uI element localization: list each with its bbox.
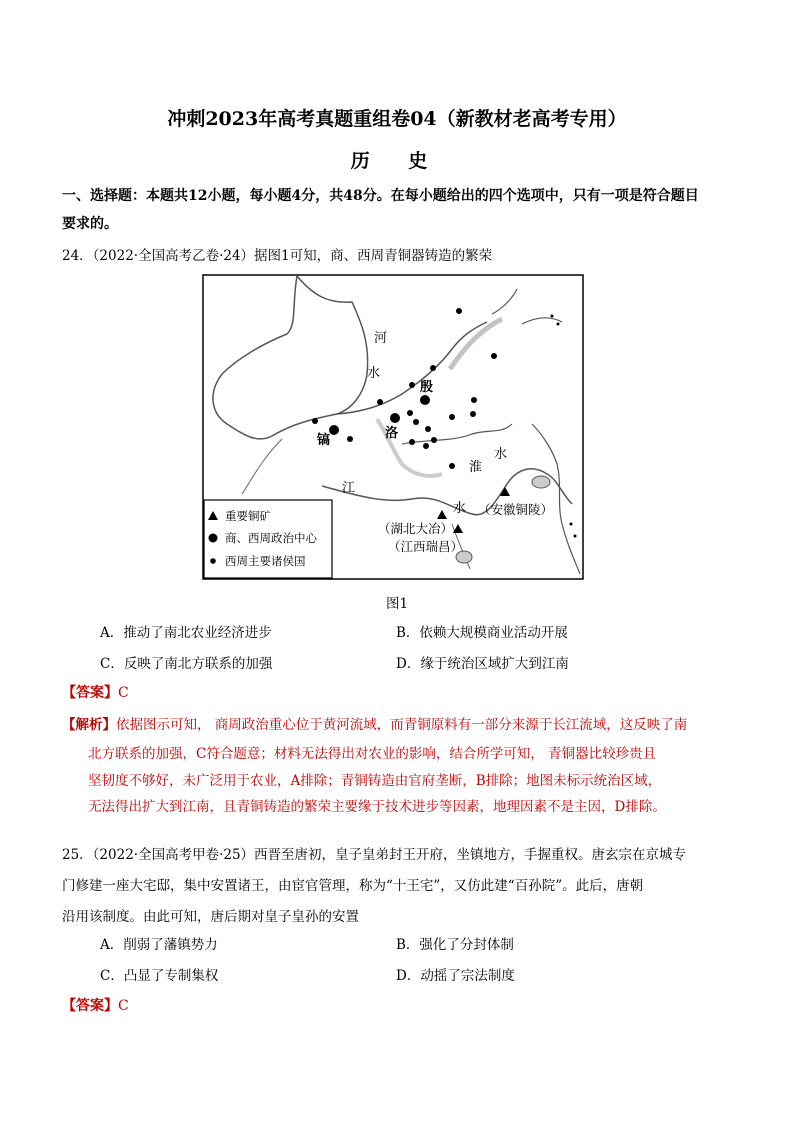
center-dot-hao	[329, 425, 339, 435]
map-label-shui2: 水	[494, 447, 508, 462]
map-label-hao: 镐	[317, 433, 331, 448]
q25-stem-line3: 沿用该制度。由此可知，唐后期对皇子皇孙的安置	[62, 909, 359, 925]
q25-option-d[interactable]: D．动摇了宗法制度	[396, 968, 515, 984]
q24-answer	[62, 682, 129, 702]
q24-answer-value: C	[118, 685, 129, 701]
legend-big-dot-icon	[209, 534, 218, 543]
figure-caption: 图1	[385, 596, 409, 612]
q24-analysis-label: 【解析】	[62, 717, 116, 733]
q24-option-a[interactable]: A．推动了南北农业经济进步	[100, 625, 272, 641]
map-label-jiang: 江	[342, 481, 356, 496]
q24-analysis-line4: 无法得出扩大到江南，且青铜铸造的繁荣主要缘于技术进步等因素，地理因素不是主因，D排除。	[88, 799, 666, 815]
subject-title: 历 史	[350, 150, 444, 172]
q24-option-d[interactable]: D．缘于统治区域扩大到江南	[396, 656, 569, 672]
map-label-jiangxi: （江西瑞昌）	[388, 539, 464, 554]
q25-answer	[62, 995, 129, 1015]
map-label-yin: 殷	[420, 380, 434, 395]
section-heading	[62, 182, 734, 238]
map-label-huai: 淮	[469, 460, 483, 475]
q24-analysis-line3: 坚韧度不够好，未广泛用于农业，A排除；青铜铸造由官府垄断，B排除；地图未标示统治区域，	[88, 772, 662, 789]
q24-answer-label: 【答案】	[62, 685, 118, 701]
legend-copper-label: 重要铜矿	[225, 509, 271, 523]
legend-capital-label: 商、西周政治中心	[225, 531, 317, 545]
center-dot-yin	[420, 395, 430, 405]
map-label-luo: 洛	[385, 426, 399, 441]
q24-analysis-line1: 依据图示可知， 商周政治重心位于黄河流域，而青铜原料有一部分来源于长江流域，这反映了南	[116, 717, 688, 733]
q25-stem-line1: 25．（2022·全国高考甲卷·25）西晋至唐初，皇子皇弟封王开府，坐镇地方，手握重权。唐玄宗在京城专	[62, 847, 687, 863]
q24-analysis-line2: 北方联系的加强，C符合题意；材料无法得出对农业的影响，结合所学可知， 青铜器比较珍贵且	[88, 746, 657, 762]
q24-option-c[interactable]: C．反映了南北方联系的加强	[100, 656, 273, 672]
q25-option-b[interactable]: B．强化了分封体制	[396, 937, 514, 953]
q25-stem-line2: 门修建一座大宅邸，集中安置诸王，由宦官管理，称为“十王宅”，又仿此建“百孙院”。此后，唐朝	[62, 878, 644, 894]
taihu-lake	[532, 476, 550, 488]
page-title: 冲刺2023年高考真题重组卷04（新教材老高考专用）	[167, 108, 627, 130]
q25-option-c[interactable]: C．凸显了专制集权	[100, 968, 219, 984]
q24-analysis-continued	[88, 741, 728, 821]
q25-stem	[62, 840, 742, 933]
map-label-shui1: 水	[367, 366, 381, 381]
q24-stem: 24．（2022·全国高考乙卷·24）据图1可知，商、西周青铜器铸造的繁荣	[62, 248, 493, 264]
section-heading-line1: 一、选择题：本题共12小题，每小题4分，共48分。在每小题给出的四个选项中，只有一项是符合题目	[62, 188, 699, 204]
section-heading-line2: 要求的。	[62, 216, 118, 232]
legend-small-dot-icon	[210, 558, 216, 564]
q24-analysis	[62, 712, 742, 739]
q25-option-a[interactable]: A．削弱了藩镇势力	[100, 937, 218, 953]
map-label-he: 河	[374, 331, 388, 346]
map-label-anhui: （安徽铜陵）	[478, 502, 554, 517]
legend-vassal-label: 西周主要诸侯国	[225, 554, 306, 568]
q25-answer-value: C	[118, 998, 129, 1014]
q25-answer-label: 【答案】	[62, 998, 118, 1014]
map-label-shui3: 水	[453, 501, 467, 516]
bronze-map-figure	[202, 274, 584, 580]
q24-option-b[interactable]: B．依赖大规模商业活动开展	[396, 625, 568, 641]
center-dot-luo	[390, 413, 400, 423]
map-label-hubei: （湖北大冶）	[378, 521, 454, 536]
